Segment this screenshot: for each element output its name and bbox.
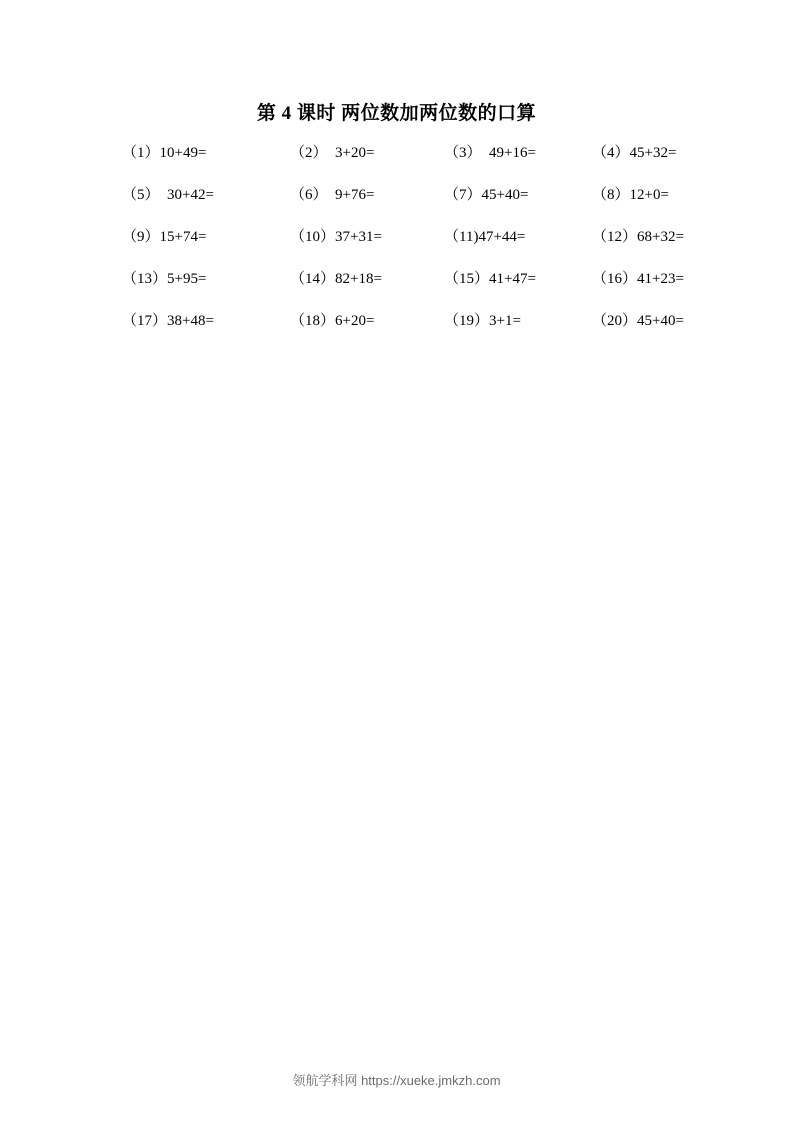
problem-item: （9）15+74= <box>122 229 207 245</box>
problem-item: （17）38+48= <box>122 313 214 329</box>
problem-item: （7）45+40= <box>444 187 529 203</box>
problem-row <box>122 271 692 313</box>
problem-grid <box>122 145 692 355</box>
problem-item: （5） 30+42= <box>122 187 214 203</box>
problem-item: （16）41+23= <box>592 271 684 287</box>
problem-row <box>122 145 692 187</box>
problem-item: （14）82+18= <box>290 271 382 287</box>
problem-item: （19）3+1= <box>444 313 521 329</box>
problem-row <box>122 313 692 355</box>
problem-item: （13）5+95= <box>122 271 207 287</box>
problem-item: （11)47+44= <box>444 229 526 245</box>
problem-item: （1）10+49= <box>122 145 207 161</box>
problem-row <box>122 187 692 229</box>
problem-item: （20）45+40= <box>592 313 684 329</box>
page-title: 第 4 课时 两位数加两位数的口算 <box>256 103 537 124</box>
problem-item: （6） 9+76= <box>290 187 375 203</box>
problem-row <box>122 229 692 271</box>
problem-item: （18）6+20= <box>290 313 375 329</box>
footer-watermark: 领航学科网 https://xueke.jmkzh.com <box>292 1073 501 1088</box>
problem-item: （8）12+0= <box>592 187 669 203</box>
problem-item: （4）45+32= <box>592 145 677 161</box>
problem-item: （10）37+31= <box>290 229 382 245</box>
problem-item: （2） 3+20= <box>290 145 375 161</box>
problem-item: （12）68+32= <box>592 229 684 245</box>
problem-item: （15）41+47= <box>444 271 536 287</box>
problem-item: （3） 49+16= <box>444 145 536 161</box>
